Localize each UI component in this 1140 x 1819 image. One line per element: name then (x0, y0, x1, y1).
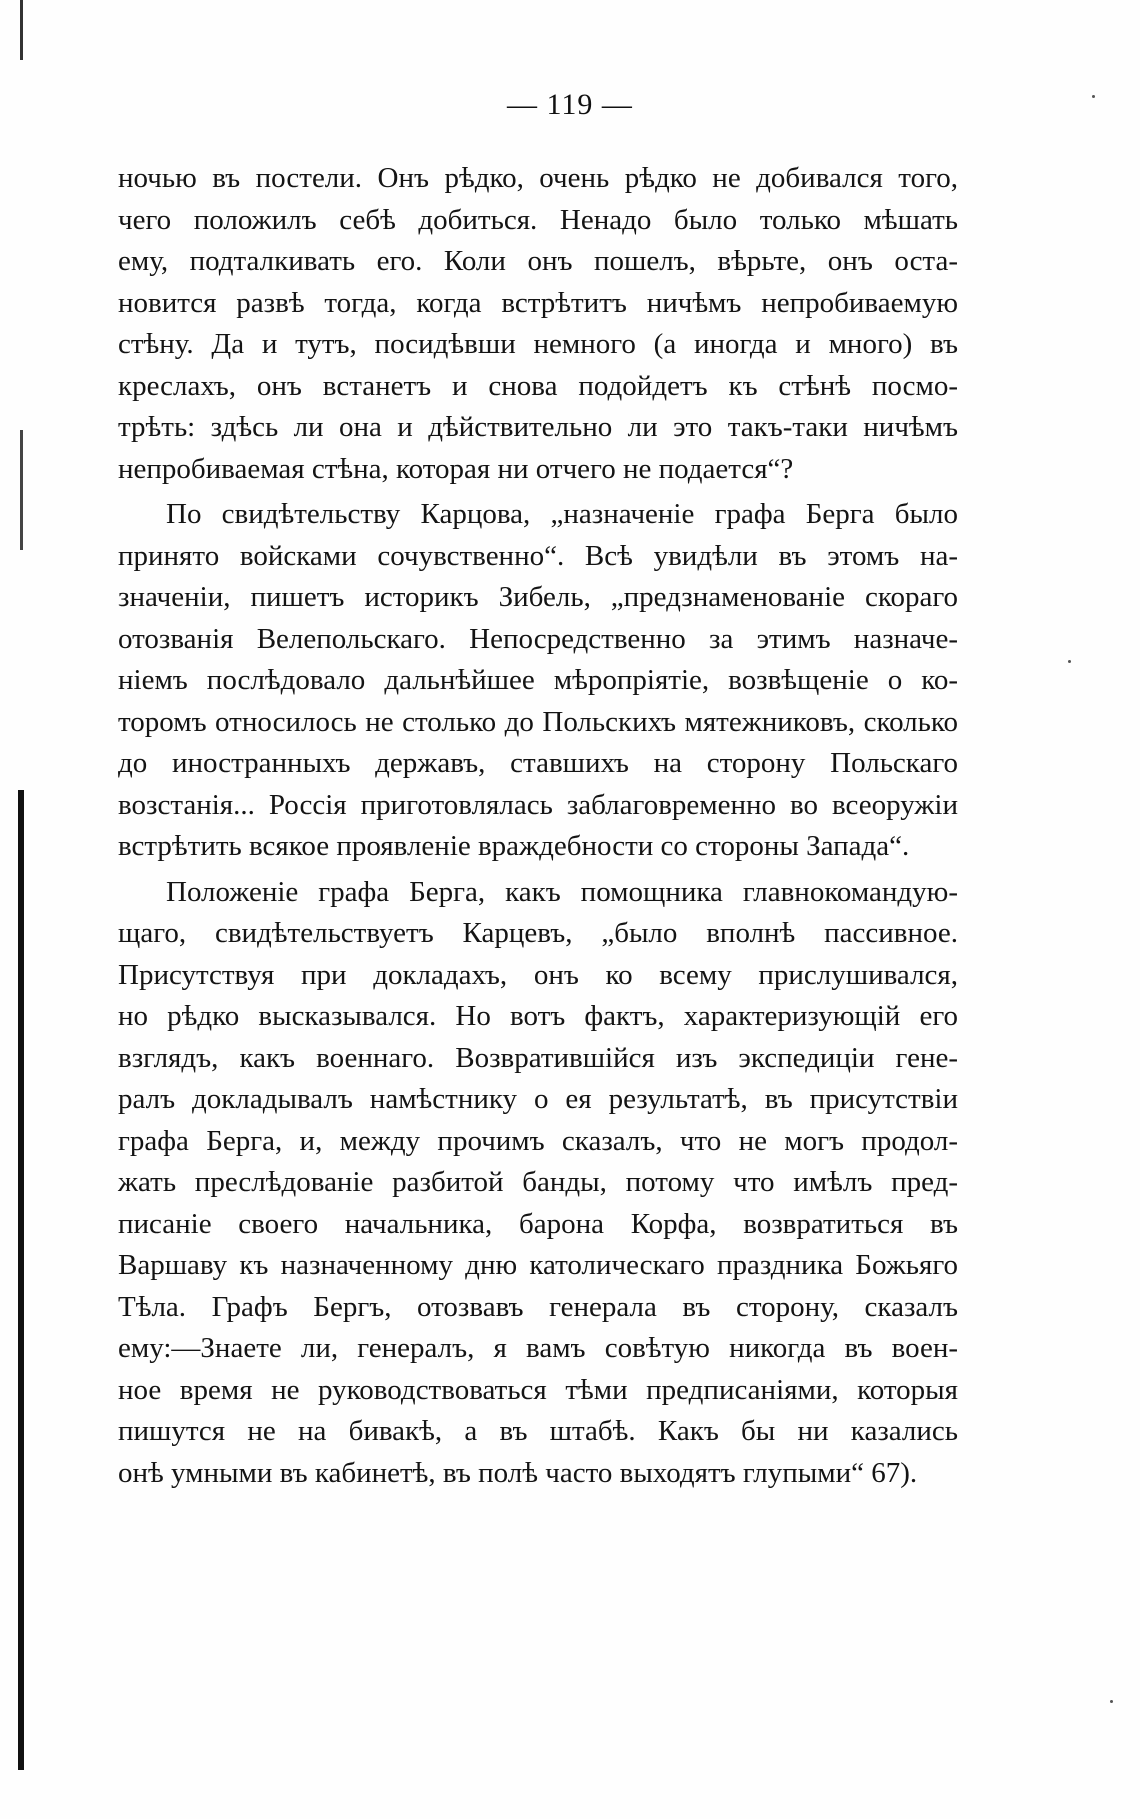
text-line: Варшаву къ назначенному дню католическаго праздника Божьяго (118, 1249, 958, 1281)
text-line: значеніи, пишетъ историкъ Зибель, „предзнаменованіе скораго (118, 581, 958, 613)
paper-speck (1110, 1700, 1113, 1703)
text-line: писаніе своего начальника, барона Корфа, возвратиться въ (118, 1207, 958, 1240)
binding-shadow-bottom (18, 790, 24, 1770)
text-line: возстанія... Россія приготовлялась заблаговременно во всеоружіи (118, 788, 958, 821)
text-line: По свидѣтельству Карцова, „назначеніе графа Берга было (166, 498, 958, 530)
text-line: непробиваемая стѣна, которая ни отчего не подается“? (118, 452, 794, 485)
text-line: ралъ докладывалъ намѣстнику о ея результатѣ, въ присутствіи (118, 1083, 958, 1115)
text-line: Положеніе графа Берга, какъ помощника главнокомандую- (166, 875, 958, 908)
text-line: но рѣдко высказывался. Но вотъ фактъ, характеризующій его (118, 1000, 958, 1032)
text-line: ное время не руководствоваться тѣми предписаніями, которыя (118, 1373, 958, 1406)
text-line: взглядъ, какъ военнаго. Возвратившійся изъ экспедиціи гене- (118, 1041, 958, 1074)
binding-shadow-top (20, 0, 23, 60)
paragraph-3 (118, 872, 958, 1495)
text-line: ночью въ постели. Онъ рѣдко, очень рѣдко не добивался того, (118, 162, 958, 194)
text-line: ему:—Знаете ли, генералъ, я вамъ совѣтую никогда въ воен- (118, 1332, 958, 1364)
text-line: чего положилъ себѣ добиться. Ненадо было только мѣшать (118, 203, 958, 236)
text-line: онѣ умными въ кабинетѣ, въ полѣ часто выходятъ глупыми“ 67). (118, 1456, 918, 1489)
binding-shadow-middle (20, 430, 23, 550)
text-line: встрѣтить всякое проявленіе враждебности со стороны Запада“. (118, 830, 910, 862)
text-line: щаго, свидѣтельствуетъ Карцевъ, „было вполнѣ пассивное. (118, 917, 958, 949)
body-text (118, 158, 958, 1494)
text-line: ему, подталкивать его. Коли онъ пошелъ, вѣрьте, онъ оста- (118, 245, 958, 277)
text-line: торомъ относилось не столько до Польскихъ мятежниковъ, сколько (118, 705, 958, 738)
text-line: новится развѣ тогда, когда встрѣтитъ ничѣмъ непробиваемую (118, 286, 958, 319)
paragraph-2 (118, 494, 958, 868)
text-line: ніемъ послѣдовало дальнѣйшее мѣропріятіе, возвѣщеніе о ко- (118, 664, 958, 696)
text-line: графа Берга, и, между прочимъ сказалъ, что не могъ продол- (118, 1124, 958, 1157)
text-line: трѣть: здѣсь ли она и дѣйствительно ли это такъ-таки ничѣмъ (118, 411, 958, 443)
text-line: принято войсками сочувственно“. Всѣ увидѣли въ этомъ на- (118, 539, 958, 572)
text-line: креслахъ, онъ встанетъ и снова подойдетъ къ стѣнѣ посмо- (118, 369, 958, 402)
text-line: жать преслѣдованіе разбитой банды, потому что имѣлъ пред- (118, 1166, 958, 1198)
text-line: Тѣла. Графъ Бергъ, отозвавъ генерала въ сторону, сказалъ (118, 1290, 958, 1323)
page-number: — 119 — (507, 88, 633, 121)
text-line: отозванія Велепольскаго. Непосредственно за этимъ назначе- (118, 622, 958, 655)
text-line: Присутствуя при докладахъ, онъ ко всему прислушивался, (118, 958, 958, 991)
paper-speck (1068, 660, 1071, 663)
text-line: стѣну. Да и тутъ, посидѣвши немного (а иногда и много) въ (118, 328, 958, 360)
paragraph-1 (118, 158, 958, 490)
text-line: пишутся не на бивакѣ, а въ штабѣ. Какъ бы ни казались (118, 1415, 958, 1447)
text-line: до иностранныхъ державъ, ставшихъ на сторону Польскаго (118, 747, 958, 779)
